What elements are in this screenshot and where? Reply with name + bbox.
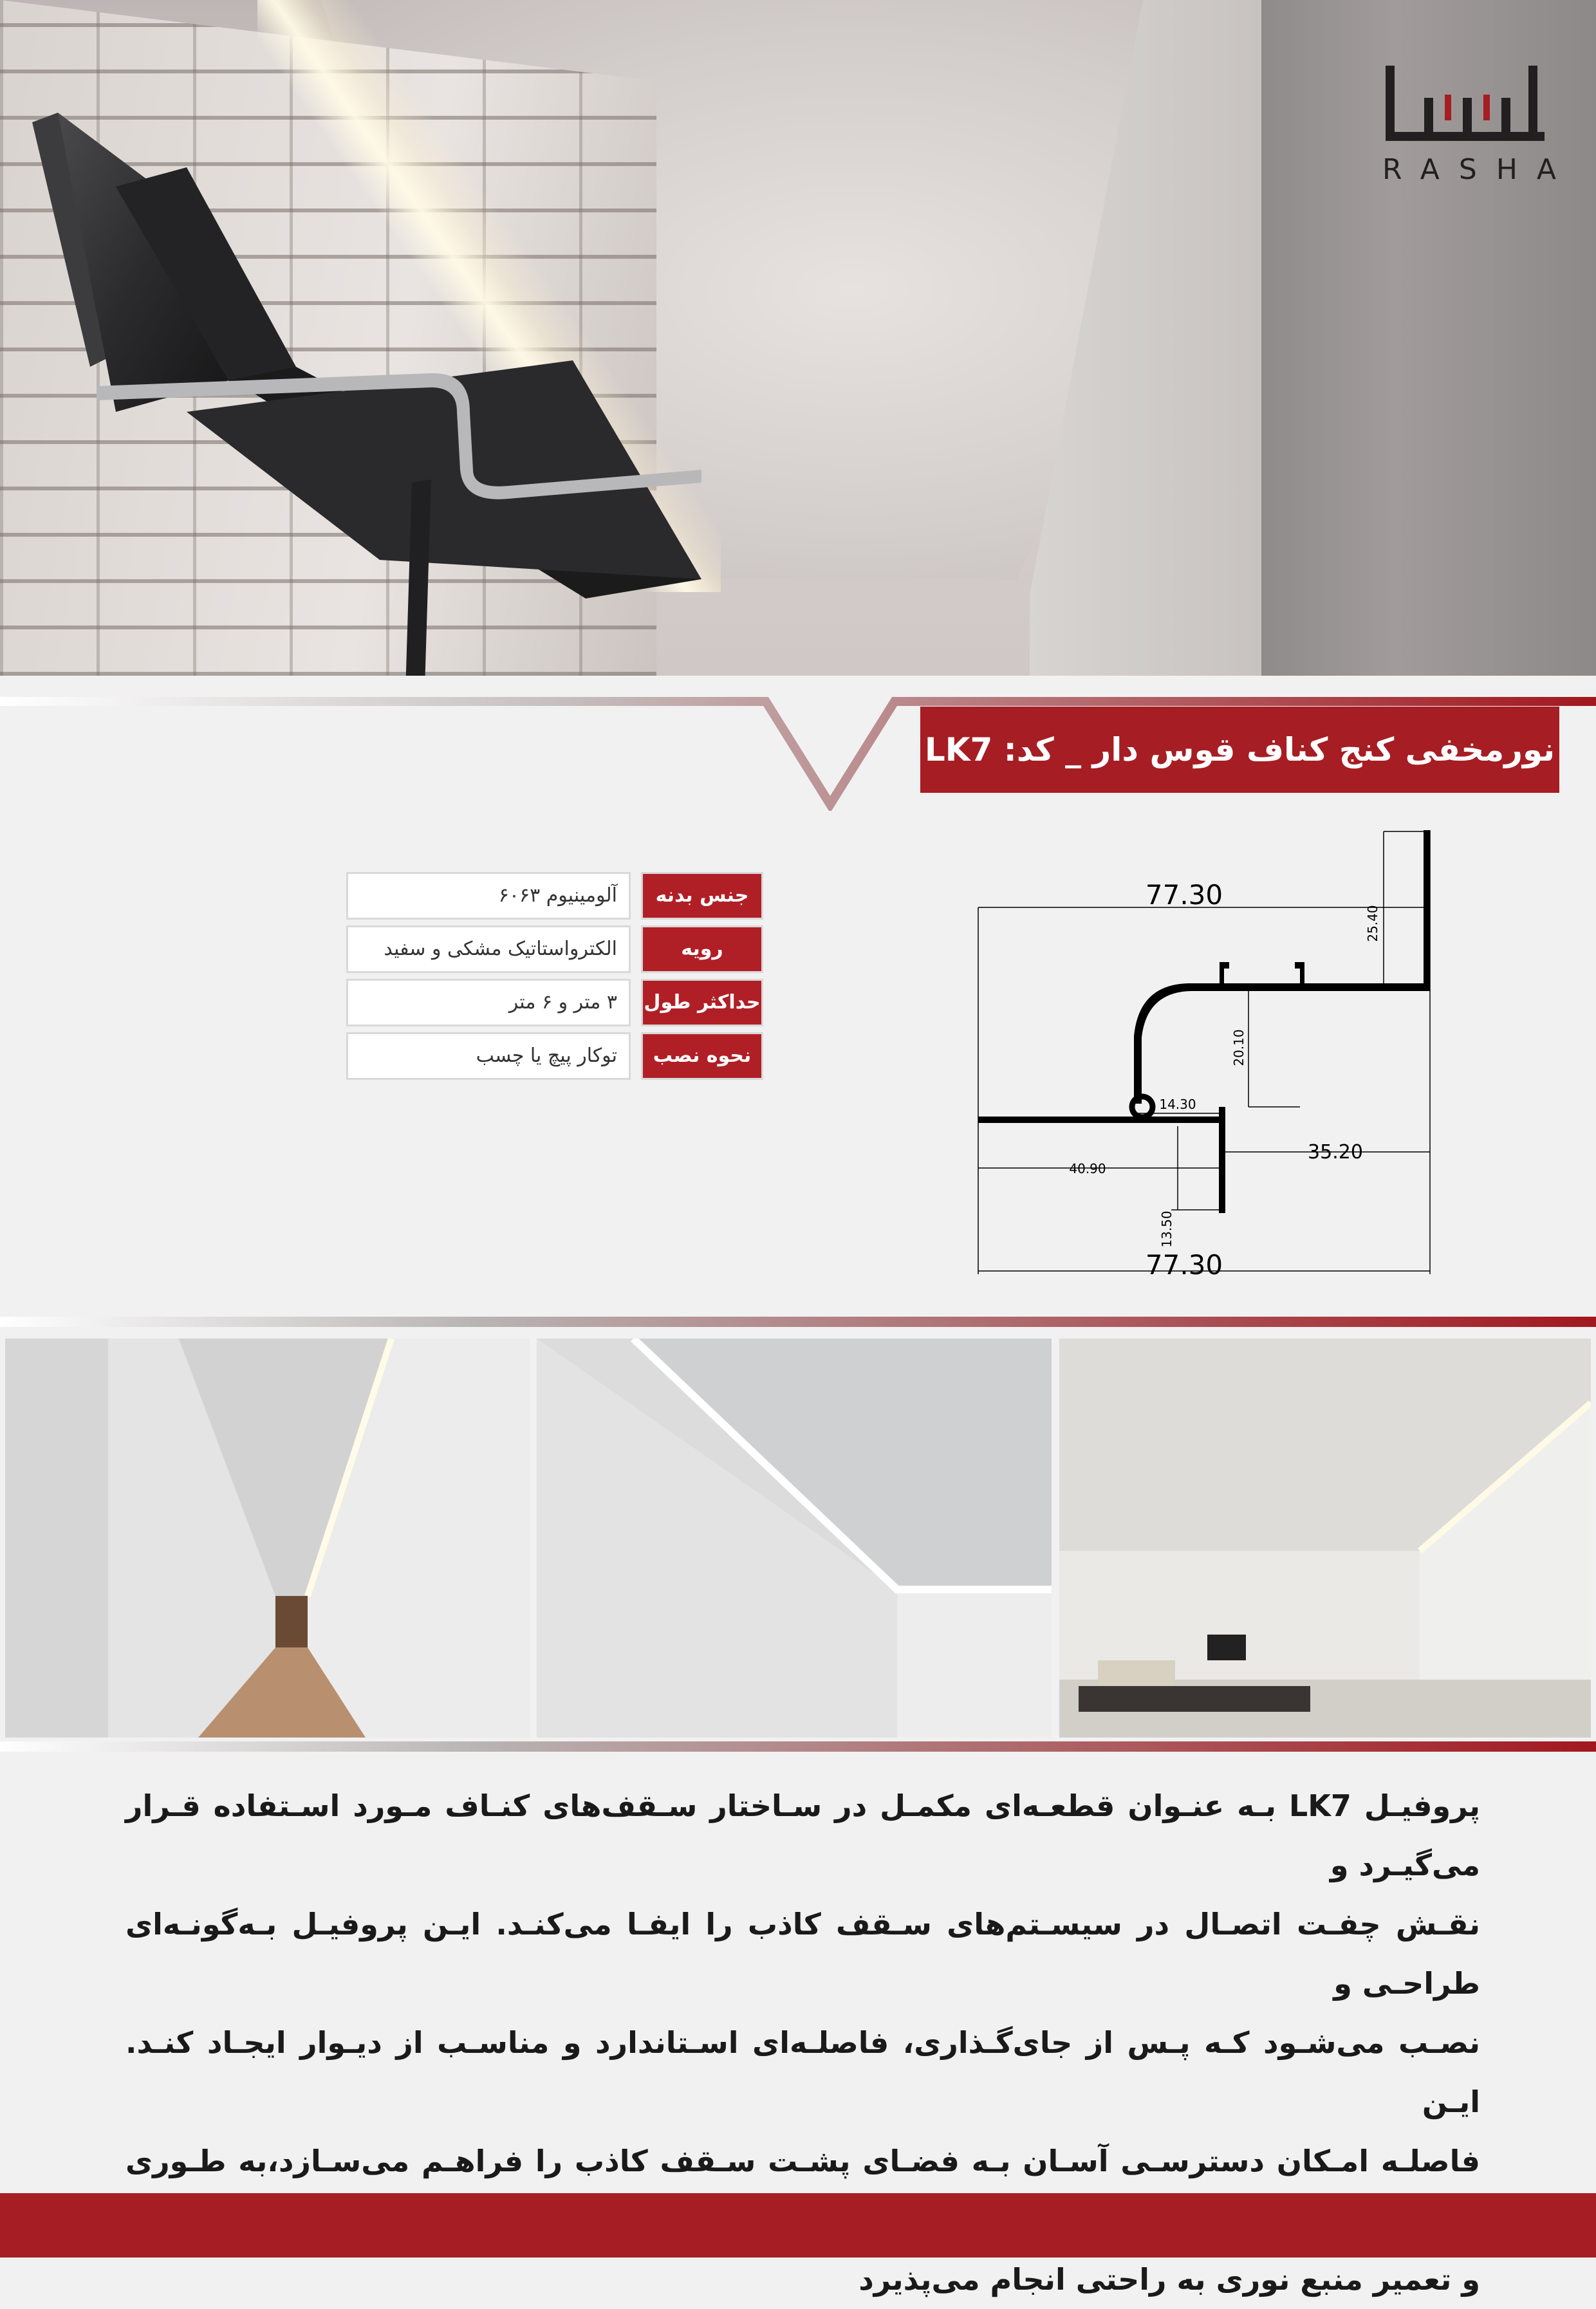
spec-label: نحوه نصب xyxy=(641,1032,763,1080)
footer-bar xyxy=(0,2193,1596,2258)
dim-top-width: 77.30 xyxy=(1145,879,1223,911)
description-line: و تعمیر منبع نوری به راحتی انجام می‌پذیرد xyxy=(858,2262,1480,2297)
dim-bottom-width: 77.30 xyxy=(1145,1249,1223,1281)
gallery-image-livingroom xyxy=(1059,1339,1591,1738)
product-title: نورمخفی کنج کناف قوس دار _ کد: LK7 xyxy=(924,731,1555,768)
spec-label: رویه xyxy=(641,925,763,973)
profile-technical-drawing xyxy=(965,824,1454,1287)
description-line: نصـب می‌شـود کـه پـس از جای‌گـذاری، فاصلـه‌ای اسـتاندارد و مناسـب از دیـوار ایجـاد کنـد. ایـن xyxy=(125,2025,1480,2119)
spec-label: حداکثر طول xyxy=(641,979,763,1026)
rasha-logo-mark xyxy=(1384,59,1551,149)
description-line: پروفیـل LK7 بـه عنـوان قطعـه‌ای مکمـل در سـاختار سـقف‌های کنـاف مـورد اسـتفاده قـرار می‌گیـرد و xyxy=(125,1788,1480,1882)
spec-value: توکار پیچ یا چسب xyxy=(346,1032,631,1080)
dim-top-height: 25.40 xyxy=(1365,905,1380,942)
spec-row xyxy=(346,979,763,1026)
gallery-bottom-rule xyxy=(0,1741,1596,1752)
spec-row xyxy=(346,925,763,973)
description-line: فاصلـه امـکان دسترسـی آسـان بـه فضـای پشـت سـقف کاذب را فراهـم می‌سـازد،به طـوری xyxy=(125,2144,1480,2178)
gallery-image-corner xyxy=(537,1339,1052,1738)
spec-value: الکترواستاتیک مشکی و سفید xyxy=(346,925,631,973)
dim-right: 35.20 xyxy=(1308,1141,1363,1164)
hero-photo xyxy=(0,0,1596,676)
product-title-banner xyxy=(920,707,1559,793)
gallery-top-rule xyxy=(0,1317,1596,1327)
description-line: نقـش چفـت اتصـال در سیسـتم‌های سـقف کاذب را ایفـا می‌کنـد. ایـن پروفیـل بـه‌گونـه‌ای طراحـی و xyxy=(125,1907,1480,2001)
dim-left: 40.90 xyxy=(1069,1161,1106,1176)
dim-inner: 14.30 xyxy=(1159,1097,1196,1112)
spec-value: ۳ متر و ۶ متر xyxy=(346,979,631,1026)
spec-row xyxy=(346,1032,763,1080)
gallery-image-corridor xyxy=(5,1339,530,1738)
aluminium-profile-image xyxy=(19,109,727,676)
spec-label: جنس بدنه xyxy=(641,872,763,920)
dim-mid-height: 20.10 xyxy=(1231,1029,1247,1066)
spec-value: آلومینیوم ۶۰۶۳ xyxy=(346,872,631,920)
rasha-logo-text: RASHA xyxy=(1382,153,1576,186)
dim-bottom-height: 13.50 xyxy=(1159,1210,1174,1248)
spec-row xyxy=(346,872,763,920)
